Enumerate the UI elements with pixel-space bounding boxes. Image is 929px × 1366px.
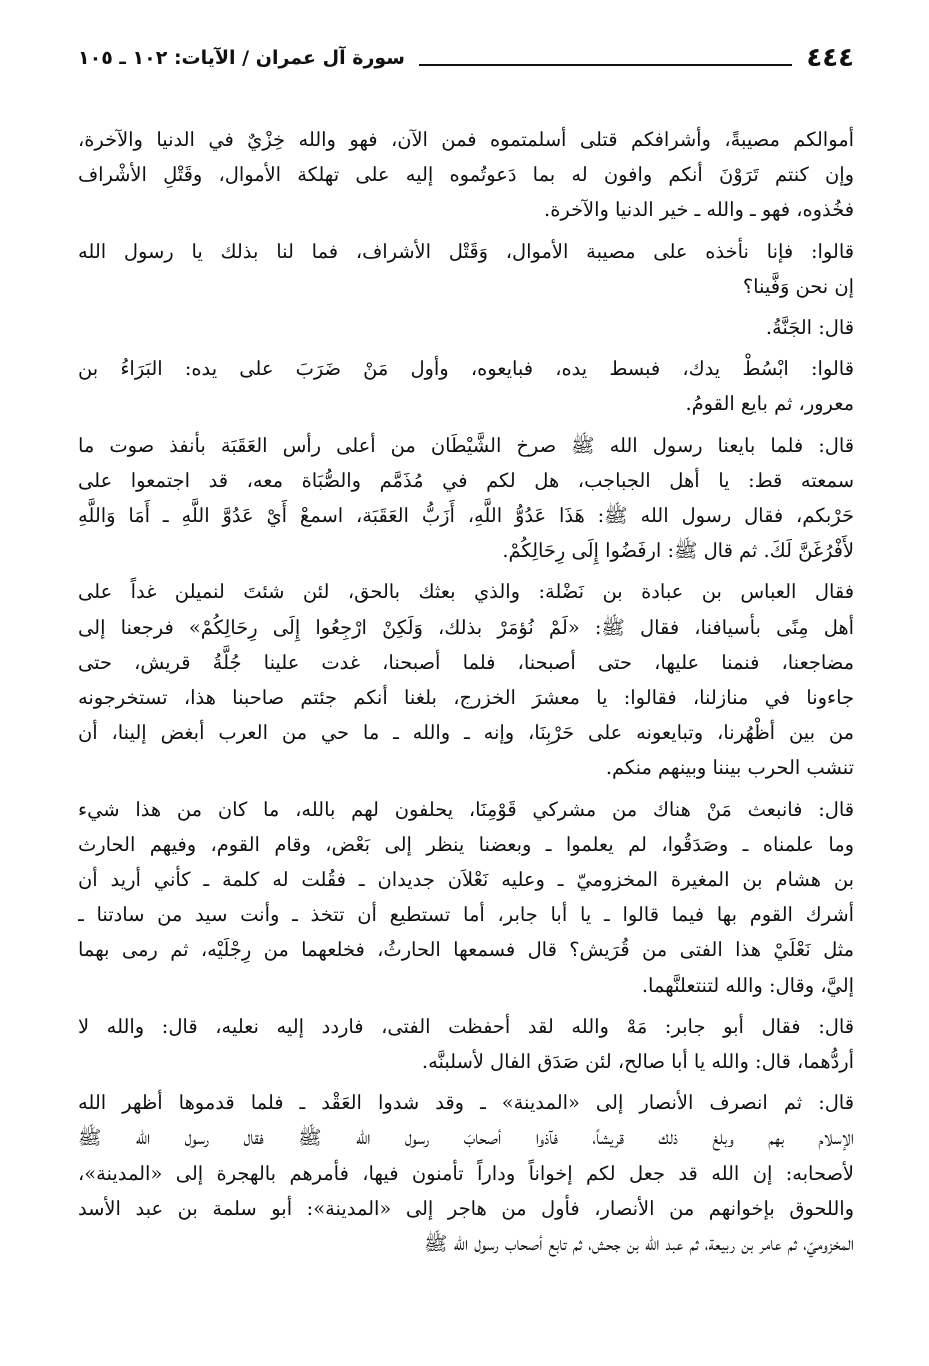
paragraph <box>78 234 854 304</box>
text-line: قال: فانبعث مَنْ هناك من مشركي قَوْمِنَا، يحلفون لهم بالله، ما كان من هذا شيء <box>78 797 854 821</box>
paragraph <box>78 1085 854 1261</box>
page-header <box>78 38 854 78</box>
text-line: أردُّهما، قال: والله يا أبا صالح، لئن صَدَق الفال لأسلبنَّه. <box>421 1050 854 1074</box>
text-line: إن نحن وَفَّينا؟ <box>742 274 854 298</box>
book-page <box>78 38 854 1338</box>
text-line: إليَّ، وقال: والله لتنتعلنَّهما. <box>641 973 854 997</box>
text-line: قال: ثم انصرف الأنصار إلى «المدينة» ـ وقد شدوا العَقْد ـ فلما قدموها أظهر الله <box>78 1091 854 1115</box>
paragraph <box>78 310 854 345</box>
text-line: لأَفْرُغَنَّ لَكَ. ثم قال ﷺ: ارفَضُوا إِلَى رِحَالِكُمْ. <box>502 539 854 563</box>
text-line: قال: فقال أبو جابر: مَهْ والله لقد أحفظت الفتى، فاردد إليه نعليه، قال: والله لا <box>78 1014 854 1038</box>
text-line: تنشب الحرب بيننا وبينهم منكم. <box>605 756 854 780</box>
text-line: حَرْبكم، فقال رسول الله ﷺ: هَذَا عَدُوُّ اللَّهِ، أَزَبُّ العَقَبَة، اسمعْ أَيْ عَدُوَّ اللَّهِ ـ أَمَا وَاللَّهِ <box>78 504 854 528</box>
text-line: قالوا: فإنا نأخذه على مصيبة الأموال، وَقَتْل الأشراف، فما لنا بذلك يا رسول الله <box>78 239 854 263</box>
text-line: بن هشام بن المغيرة المخزوميّ ـ وعليه نَعْلاَن جديدان ـ فقُلت له كلمة ـ كأني أريد أن <box>78 868 854 892</box>
paragraph <box>78 122 854 228</box>
text-line: لأصحابه: إن الله قد جعل لكم إخواناً وداراً تأمنون فيها، فأمرهم بالهجرة إلى «المدينة»، <box>78 1161 854 1185</box>
paragraph <box>78 351 854 421</box>
text-line: مضاجعنا، فنمنا عليها، حتى أصبحنا، فلما أصبحنا، غدت علينا جُلَّةُ قريش، حتى <box>78 650 854 674</box>
page-body <box>78 122 854 1261</box>
text-line: قالوا: ابْسُطْ يدك، فبسط يده، فبايعوه، وأول مَنْ ضَرَبَ على يده: البَرَاءُ بن <box>78 357 854 381</box>
running-title: سورة آل عمران / الآيات: ١٠٢ ـ ١٠٥ <box>78 47 405 69</box>
text-line: معرور، ثم بايع القومُ. <box>685 392 854 416</box>
text-line: قال: الجَنَّةُ. <box>765 316 854 340</box>
text-line: وما علمناه ـ وصَدَقُوا، لم يعلموا ـ وبعضنا ينظر إلى بَعْض، وقام القوم، وفيهم الحارث <box>78 832 854 856</box>
text-line: جاءونا في منازلنا، فقالوا: يا معشرَ الخزرج، بلغنا أنكم جئتم صاحبنا هذا، تستخرجونه <box>78 686 854 710</box>
text-line: فخُذوه، فهو ـ والله ـ خير الدنيا والآخرة. <box>544 198 854 222</box>
paragraph <box>78 792 854 1003</box>
text-line: مثل نَعْلَيْ هذا الفتى من قُرَيش؟ قال فسمعها الحارثُ، فخلعهما من رِجْلَيْه، ثم رمى بهما <box>78 938 854 962</box>
text-line: من بين أظْهُرنا، وتبايعونه على حَرْبِنَا، وإنه ـ والله ـ ما حي من العرب أبغض إلينا، أن <box>78 721 854 745</box>
text-line: سمعته قط: يا أهل الجباجب، هل لكم في مُذَمَّم والصُّبَاة معه، قد اجتمعوا على <box>78 468 854 492</box>
text-line: وإن كنتم تَرَوْنَ أنكم وافون له بما دَعوتُموه إليه على تهلكة الأموال، وقَتْلِ الأشْراف <box>78 163 854 187</box>
text-line: أشرك القوم بها فيما قالوا ـ يا أبا جابر، أما تستطيع أن تتخذ ـ وأنت سيد من سادتنا ـ <box>78 903 854 927</box>
paragraph <box>78 1009 854 1079</box>
paragraph <box>78 428 854 569</box>
header-rule <box>419 64 792 66</box>
text-line: أهل مِنًى بأسيافنا، فقال ﷺ: «لَمْ نُؤمَرْ بذلك، وَلَكِنْ ارْجِعُوا إِلَى رِحَالِكُمْ» فرجعنا إلى <box>78 615 854 639</box>
text-line: واللحوق بإخوانهم من الأنصار، فأول من هاجر إلى «المدينة»: أبو سلمة بن عبد الأسد <box>78 1196 854 1220</box>
text-line: المخزوميّ، ثم عامر بن ربيعة، ثم عبد الله بن جحش، ثم تابع أصحاب رسول الله ﷺ <box>423 1232 854 1256</box>
page-number: ٤٤٤ <box>806 43 854 73</box>
text-line: الإسلام بهم وبلغ ذلك قريشاً، فآذوا أصحابَ رسول الله ﷺ فقال رسول الله ﷺ <box>78 1126 854 1150</box>
text-line: قال: فلما بايعنا رسول الله ﷺ صرخ الشَّيْطَان من أعلى رأس العَقَبَة بأنفذ صوت ما <box>78 433 854 457</box>
text-line: فقال العباس بن عبادة بن نَضْلة: والذي بعثك بالحق، لئن شئتَ لنميلن غداً على <box>78 580 854 604</box>
paragraph <box>78 574 854 785</box>
text-line: أموالكم مصيبةً، وأشرافكم قتلى أسلمتموه فمن الآن، فهو والله خِزْيٌ في الدنيا والآخرة، <box>78 128 854 151</box>
